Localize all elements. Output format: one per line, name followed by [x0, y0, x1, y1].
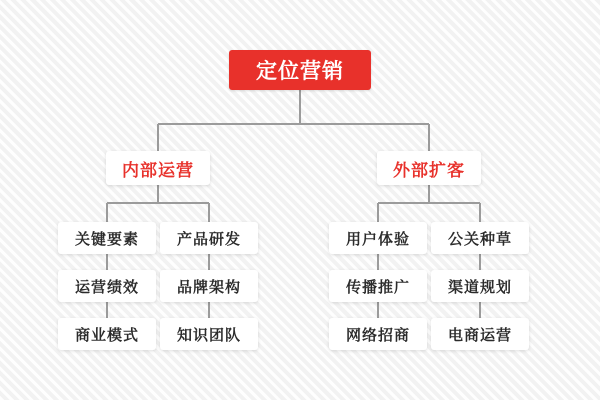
- branch-node-external-acquisition[interactable]: 外部扩客: [377, 151, 481, 185]
- leaf-node[interactable]: 传播推广: [329, 270, 427, 302]
- leaf-node[interactable]: 网络招商: [329, 318, 427, 350]
- leaf-node[interactable]: 公关种草: [431, 222, 529, 254]
- root-node[interactable]: 定位营销: [229, 50, 371, 90]
- leaf-node[interactable]: 用户体验: [329, 222, 427, 254]
- leaf-node[interactable]: 品牌架构: [160, 270, 258, 302]
- leaf-node[interactable]: 产品研发: [160, 222, 258, 254]
- leaf-node[interactable]: 运营绩效: [58, 270, 156, 302]
- leaf-node[interactable]: 电商运营: [431, 318, 529, 350]
- leaf-node[interactable]: 商业模式: [58, 318, 156, 350]
- leaf-node[interactable]: 渠道规划: [431, 270, 529, 302]
- branch-node-internal-operations[interactable]: 内部运营: [106, 151, 210, 185]
- leaf-node[interactable]: 关键要素: [58, 222, 156, 254]
- leaf-node[interactable]: 知识团队: [160, 318, 258, 350]
